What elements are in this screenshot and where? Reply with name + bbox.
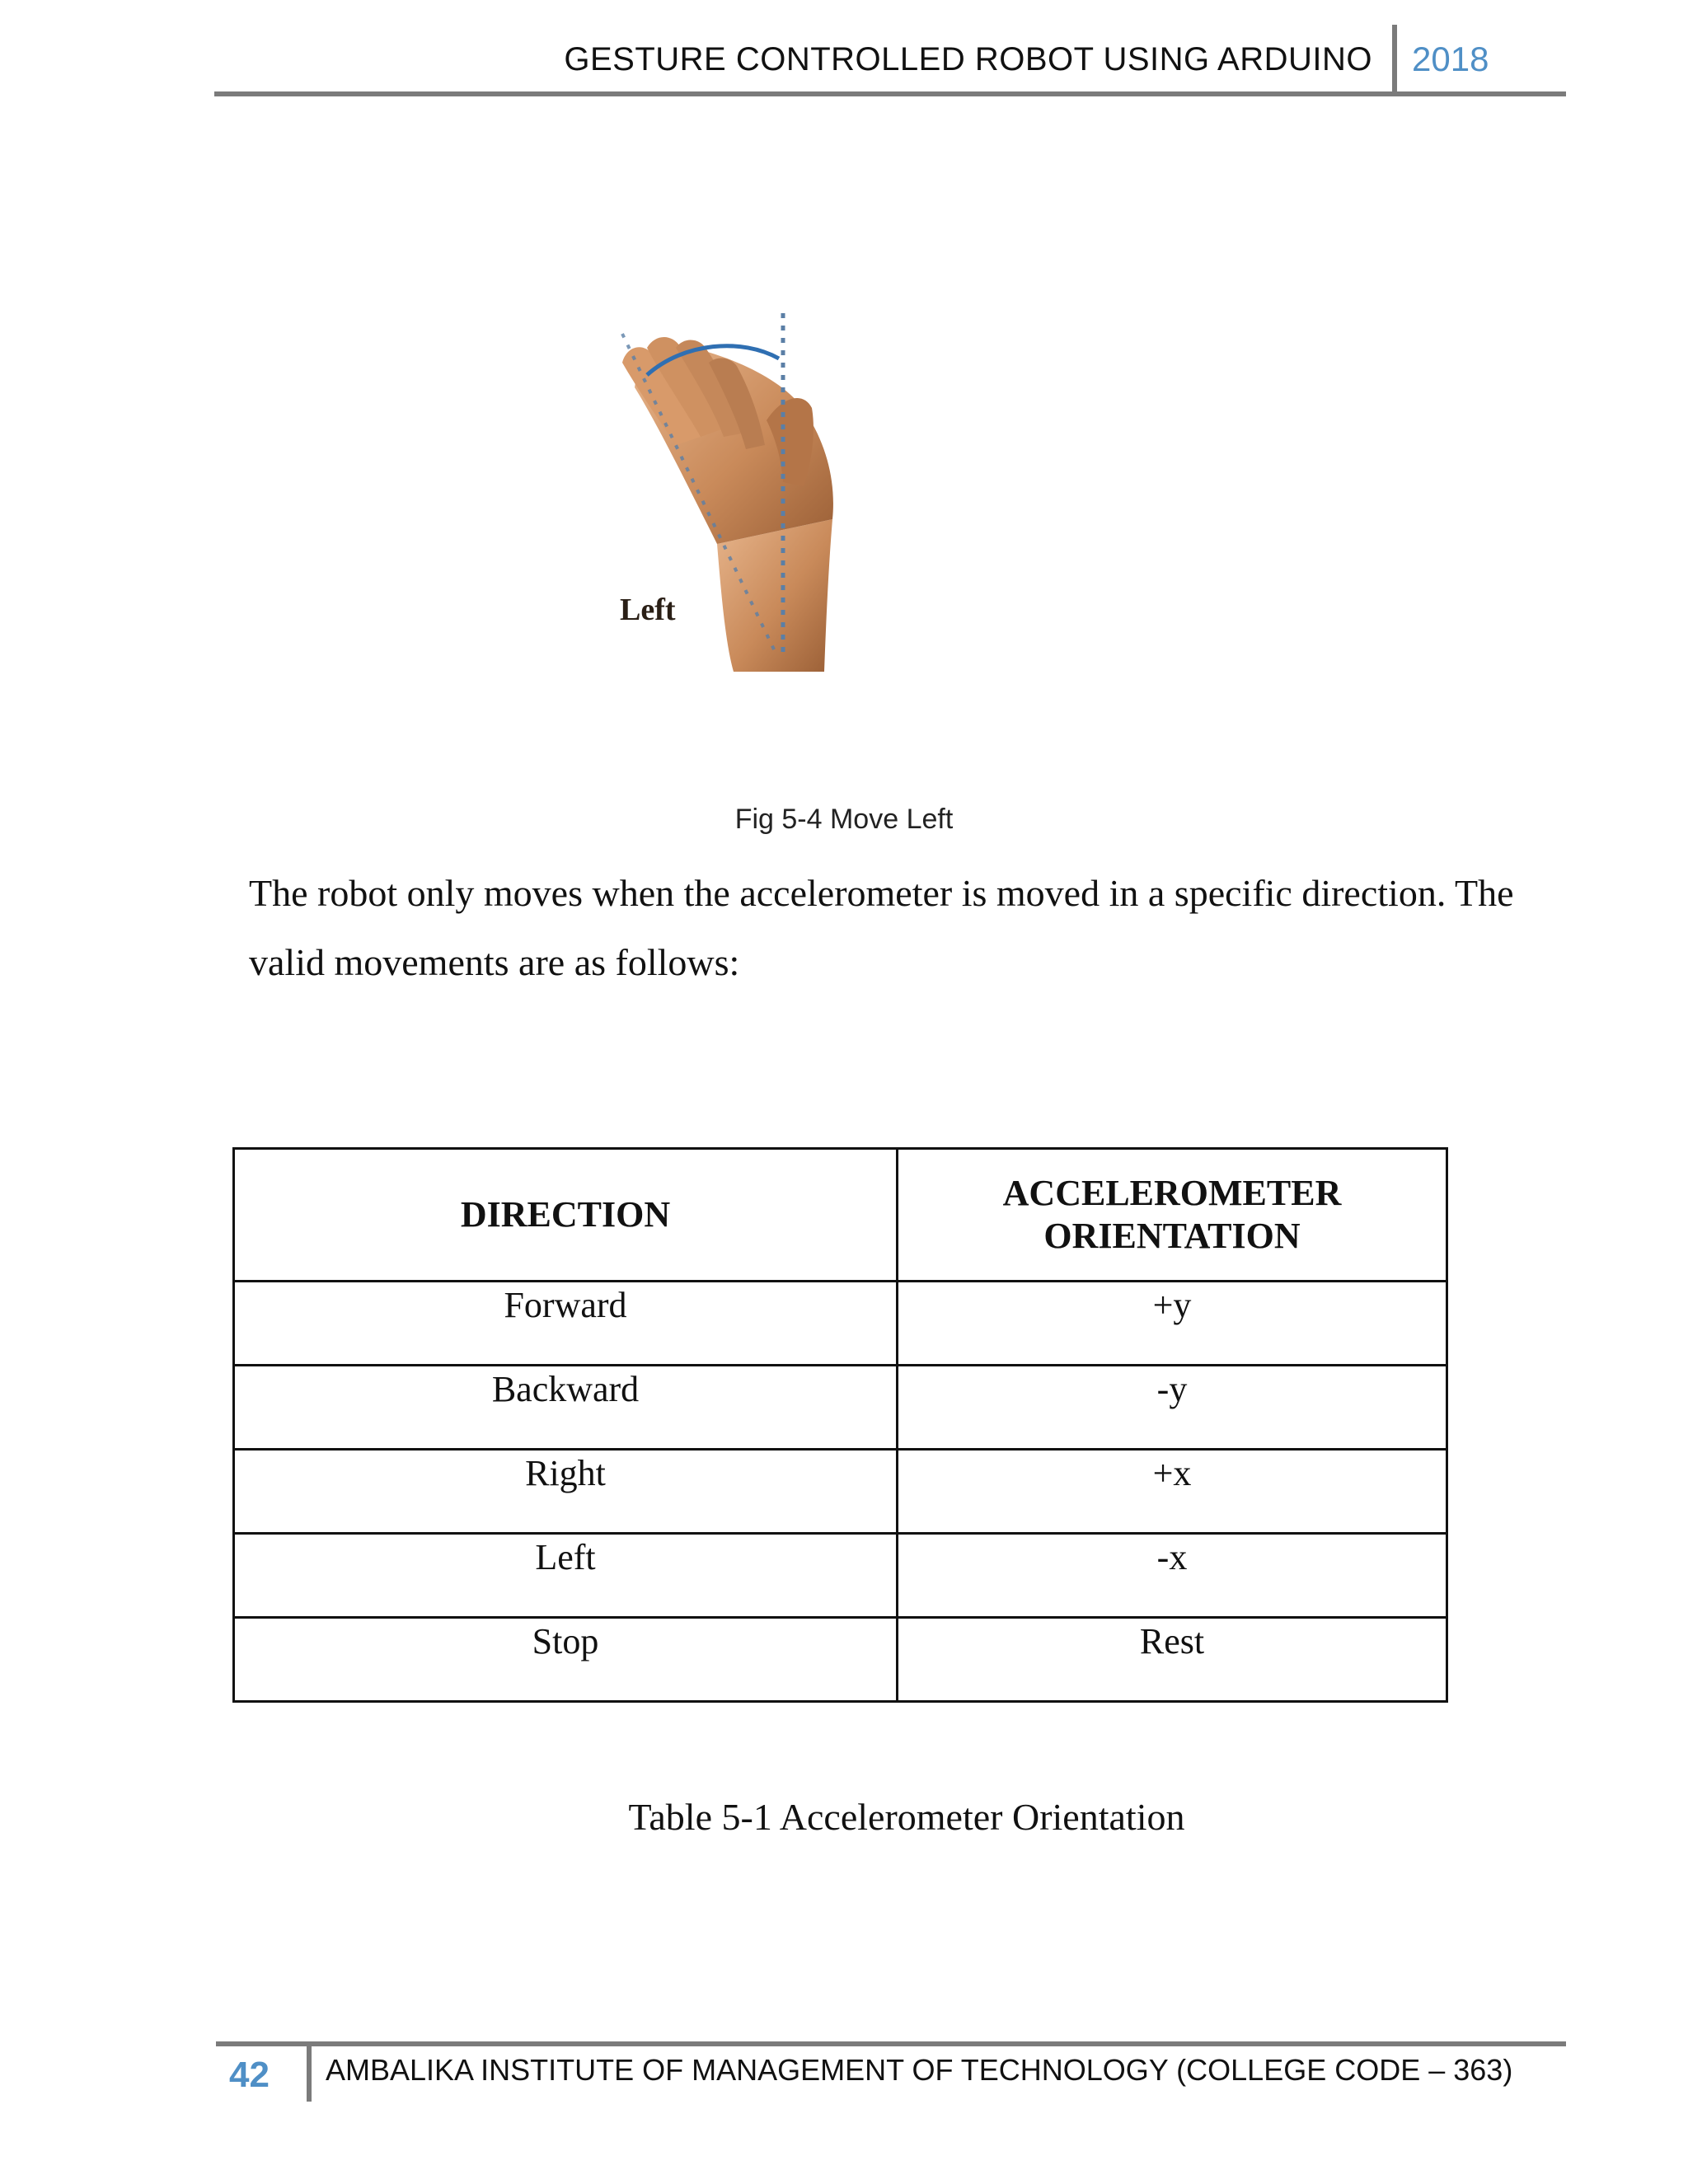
table-cell: +y	[898, 1282, 1447, 1366]
table-row	[234, 1450, 1447, 1534]
table-cell: -x	[898, 1534, 1447, 1618]
table-cell: +x	[898, 1450, 1447, 1534]
footer-divider	[307, 2044, 312, 2102]
header-divider	[1392, 25, 1397, 94]
table-header-cell: DIRECTION	[234, 1149, 898, 1282]
table-cell: Forward	[234, 1282, 898, 1366]
table-row	[234, 1534, 1447, 1618]
table-cell: -y	[898, 1366, 1447, 1450]
orientation-table	[232, 1147, 1448, 1703]
table-row	[234, 1366, 1447, 1450]
header-rule	[214, 91, 1566, 96]
figure-image-label: Left	[620, 593, 676, 627]
header-title: GESTURE CONTROLLED ROBOT USING ARDUINO	[564, 41, 1372, 77]
figure-caption: Fig 5-4 Move Left	[734, 804, 954, 835]
table-row	[234, 1282, 1447, 1366]
table-row	[234, 1618, 1447, 1702]
table-cell: Stop	[234, 1618, 898, 1702]
header-year: 2018	[1412, 40, 1489, 78]
table-cell: Rest	[898, 1618, 1447, 1702]
table-caption: Table 5-1 Accelerometer Orientation	[628, 1796, 1185, 1838]
body-paragraph: The robot only moves when the accelerometer is moved in a specific direction. The valid movements are as follows:	[249, 872, 1514, 983]
table-header-cell: ACCELEROMETER ORIENTATION	[898, 1149, 1447, 1282]
footer-rule	[216, 2041, 1566, 2046]
table-cell: Backward	[234, 1366, 898, 1450]
footer-institution: AMBALIKA INSTITUTE OF MANAGEMENT OF TECHNOLOGY (COLLEGE CODE – 363)	[326, 2053, 1513, 2087]
table-header-row	[234, 1149, 1447, 1282]
page-number: 42	[229, 2055, 270, 2095]
table-cell: Right	[234, 1450, 898, 1534]
table-cell: Left	[234, 1534, 898, 1618]
